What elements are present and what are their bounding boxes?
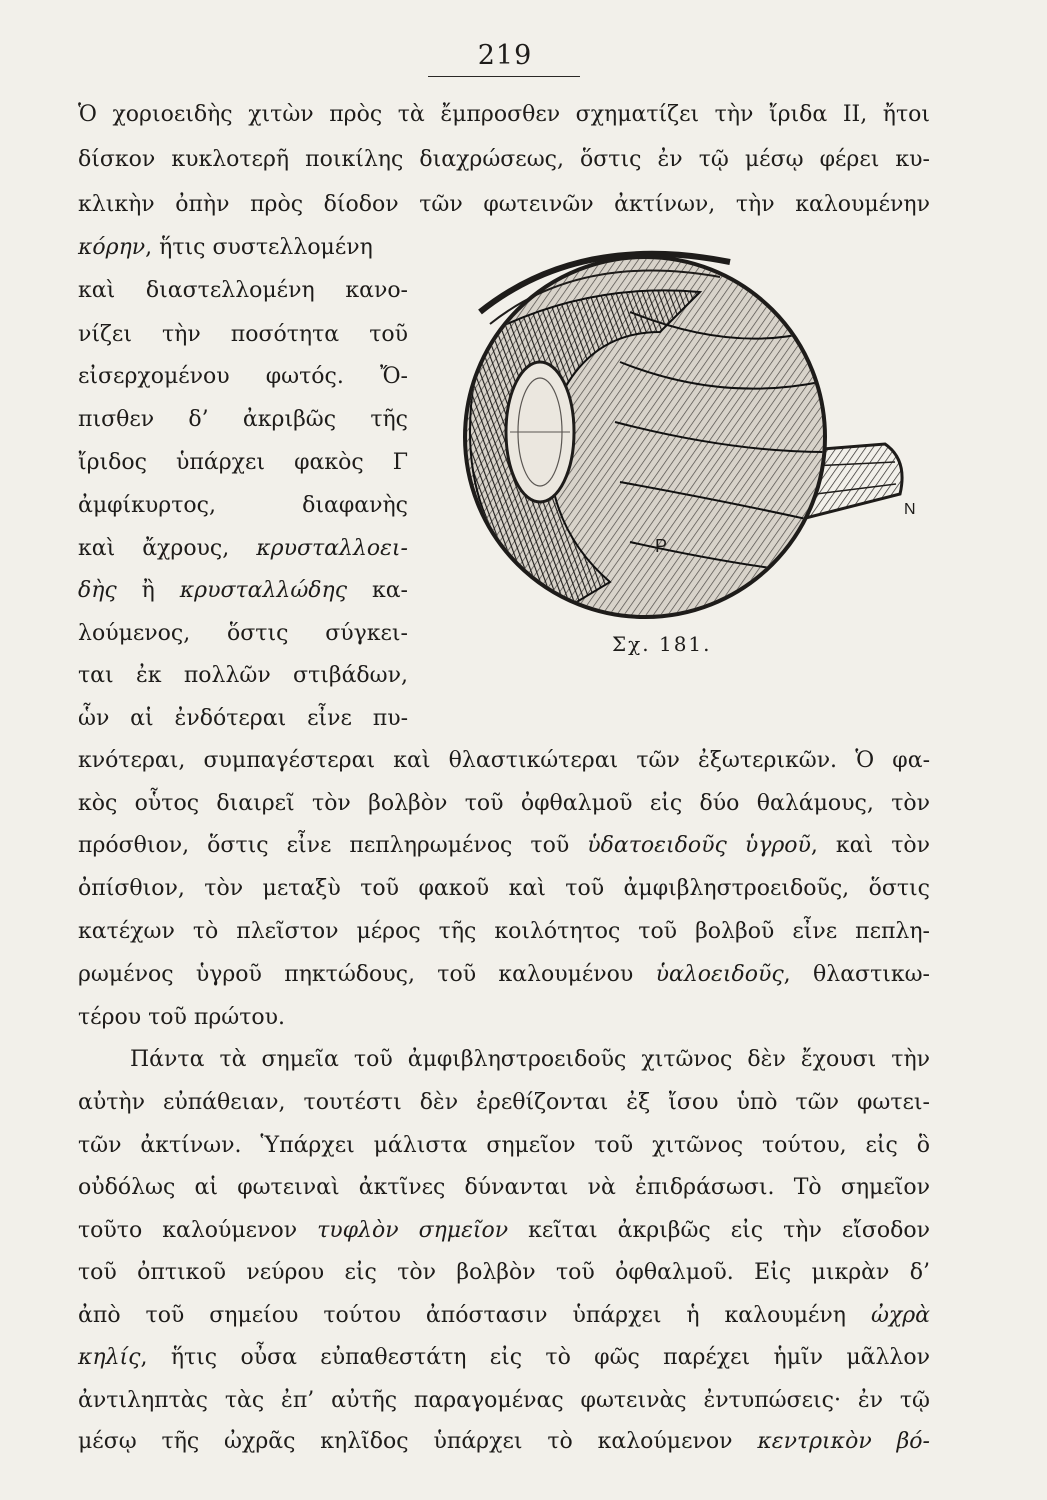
text-run: ἀντιληπτὰς τὰς ἐπ’ αὐτῆς παραγομένας φωτεινὰς ἐντυπώσεις· ἐν τῷ: [78, 1388, 930, 1413]
text-line: [78, 1427, 930, 1457]
italic-term: κηλίς: [78, 1345, 141, 1370]
text-line: [78, 1301, 930, 1331]
text-run: Ὁ χοριοειδὴς χιτὼν πρὸς τὰ ἔμπροσθεν σχηματίζει τὴν ἴριδα ΙΙ, ἤτοι: [78, 102, 930, 127]
text-line: [78, 874, 930, 904]
text-run: καὶ ἄχρους,: [78, 536, 257, 561]
italic-term: δὴς: [78, 578, 117, 603]
text-line: [78, 190, 930, 220]
text-line: [78, 534, 408, 564]
text-run: ὀπίσθιον, τὸν μεταξὺ τοῦ φακοῦ καὶ τοῦ ἀμφιβληστροειδοῦς, ὅστις: [78, 876, 930, 901]
text-line: [78, 1131, 930, 1161]
text-line: [78, 704, 408, 734]
text-run: καὶ διαστελλομένη κανο-: [78, 278, 408, 303]
figure-label-n: N: [904, 501, 916, 518]
page-number: 219: [477, 40, 533, 71]
text-line: [78, 276, 408, 306]
text-run: λούμενος, ὅστις σύγκει-: [78, 621, 408, 646]
text-line: [78, 1258, 930, 1288]
italic-term: κρυσταλλώδης: [179, 578, 348, 603]
text-line: [78, 1173, 930, 1203]
text-run: πρόσθιον, ὅστις εἶνε πεπληρωμένος τοῦ: [78, 833, 588, 858]
eye-cross-section-illustration: [430, 222, 920, 652]
page-number-rule: [428, 76, 580, 77]
text-run: , καὶ τὸν: [810, 833, 930, 858]
text-line: [78, 362, 408, 392]
italic-term: κρυσταλλοει-: [256, 536, 408, 561]
text-line: [78, 100, 930, 130]
text-run: , ἥτις συστελλομένη: [145, 235, 373, 260]
text-run: μέσῳ τῆς ὠχρᾶς κηλῖδος ὑπάρχει τὸ καλούμενον: [78, 1429, 758, 1454]
text-run: τῶν ἀκτίνων. Ὑπάρχει μάλιστα σημεῖον τοῦ χιτῶνος τούτου, εἰς ὃ: [78, 1133, 930, 1158]
text-line: [78, 233, 408, 263]
text-line: [78, 1003, 930, 1033]
text-line: [78, 576, 408, 606]
italic-term: ὑαλοειδοῦς: [655, 962, 784, 987]
text-line: [78, 1216, 930, 1246]
text-line: [78, 491, 408, 521]
figure-label-p: P: [655, 536, 668, 556]
text-line: [78, 661, 408, 691]
text-run: , θλαστικω-: [783, 962, 930, 987]
figure-caption: Σχ. 181.: [612, 632, 712, 656]
text-line: [78, 917, 930, 947]
text-line: [78, 145, 930, 175]
text-run: τέρου τοῦ πρώτου.: [78, 1005, 286, 1030]
text-run: νίζει τὴν ποσότητα τοῦ: [78, 322, 408, 347]
text-run: τοῦ ὀπτικοῦ νεύρου εἰς τὸν βολβὸν τοῦ ὀφθαλμοῦ. Εἰς μικρὰν δ’: [78, 1260, 930, 1285]
text-run: ρωμένος ὑγροῦ πηκτώδους, τοῦ καλουμένου: [78, 962, 656, 987]
italic-term: κόρην: [78, 235, 146, 260]
text-line: [78, 746, 930, 776]
text-run: , ἥτις οὖσα εὐπαθεστάτη εἰς τὸ φῶς παρέχει ἡμῖν μᾶλλον: [140, 1345, 930, 1370]
text-line: [130, 1045, 930, 1075]
text-line: [78, 789, 930, 819]
eyeball: [430, 222, 920, 652]
italic-term: κεντρικὸν βό-: [757, 1429, 930, 1454]
text-run: ὧν αἱ ἐνδότεραι εἶνε πυ-: [78, 706, 408, 731]
crystalline-lens: [506, 362, 574, 502]
text-run: οὐδόλως αἱ φωτειναὶ ἀκτῖνες δύνανται νὰ ἐπιδράσωσι. Τὸ σημεῖον: [78, 1175, 930, 1200]
italic-term: ὠχρὰ: [870, 1303, 930, 1328]
text-run: ται ἐκ πολλῶν στιβάδων,: [78, 663, 408, 688]
text-line: [78, 619, 408, 649]
text-run: ἀμφίκυρτος, διαφανὴς: [78, 493, 408, 518]
text-line: [78, 960, 930, 990]
text-run: αὐτὴν εὐπάθειαν, τουτέστι δὲν ἐρεθίζονται ἐξ ἴσου ὑπὸ τῶν φωτει-: [78, 1090, 930, 1115]
text-run: κὸς οὗτος διαιρεῖ τὸν βολβὸν τοῦ ὀφθαλμοῦ εἰς δύο θαλάμους, τὸν: [78, 791, 930, 816]
text-line: [78, 320, 408, 350]
text-run: κεῖται ἀκριβῶς εἰς τὴν εἴσοδον: [508, 1218, 930, 1243]
text-run: ἴριδος ὑπάρχει φακὸς Γ: [78, 450, 408, 475]
text-line: [78, 405, 408, 435]
text-line: [78, 1343, 930, 1373]
text-line: [78, 1386, 930, 1416]
italic-term: τυφλὸν σημεῖον: [317, 1218, 509, 1243]
text-run: κα-: [347, 578, 408, 603]
text-run: Πάντα τὰ σημεῖα τοῦ ἀμφιβληστροειδοῦς χιτῶνος δὲν ἔχουσι τὴν: [130, 1047, 930, 1072]
text-run: πισθεν δ’ ἀκριβῶς τῆς: [78, 407, 408, 432]
text-run: ἀπὸ τοῦ σημείου τούτου ἀπόστασιν ὑπάρχει ἡ καλουμένη: [78, 1303, 871, 1328]
text-run: κνότεραι, συμπαγέστεραι καὶ θλαστικώτεραι τῶν ἐξωτερικῶν. Ὁ φα-: [78, 748, 930, 773]
text-run: κατέχων τὸ πλεῖστον μέρος τῆς κοιλότητος τοῦ βολβοῦ εἶνε πεπλη-: [78, 919, 930, 944]
text-run: κλικὴν ὀπὴν πρὸς δίοδον τῶν φωτεινῶν ἀκτίνων, τὴν καλουμένην: [78, 192, 930, 217]
italic-term: ὑδατοειδοῦς ὑγροῦ: [587, 833, 811, 858]
text-line: [78, 1088, 930, 1118]
text-run: εἰσερχομένου φωτός. Ὄ-: [78, 364, 408, 389]
text-line: [78, 448, 408, 478]
text-run: δίσκον κυκλοτερῆ ποικίλης διαχρώσεως, ὅστις ἐν τῷ μέσῳ φέρει κυ-: [78, 147, 930, 172]
text-run: τοῦτο καλούμενον: [78, 1218, 318, 1243]
text-line: [78, 831, 930, 861]
text-run: ἢ: [116, 578, 180, 603]
